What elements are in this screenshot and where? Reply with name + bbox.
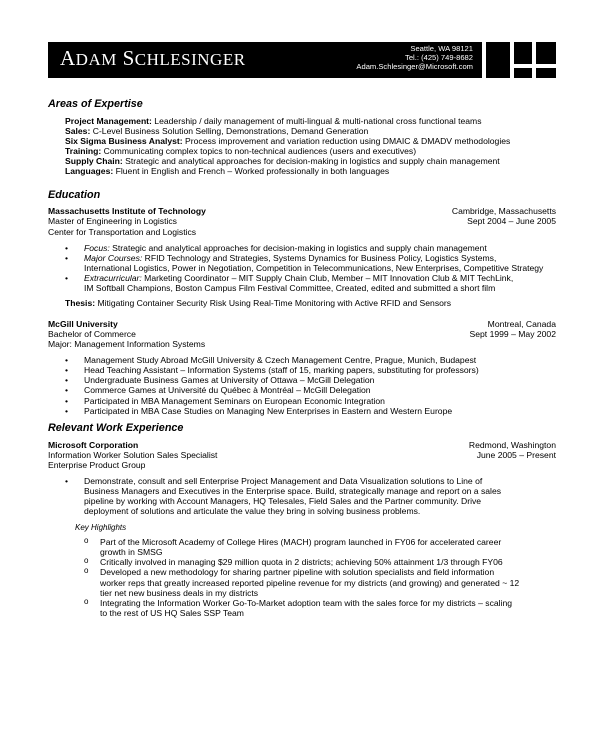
decorative-grid (486, 42, 556, 78)
expertise-text: C-Level Business Solution Selling, Demonstrations, Demand Generation (90, 125, 369, 136)
thesis-text: Mitigating Container Security Risk Using Real-Time Monitoring with Active RFID and Sensors (95, 298, 452, 309)
list-item (48, 273, 556, 293)
summary-line: • Demonstrate, consult and sell Enterprise Project Management and Data Visualization solutions to Line of (84, 476, 483, 486)
expertise-label: Sales: (65, 125, 91, 136)
grid-block (536, 42, 556, 64)
school-name: Massachusetts Institute of Technology (48, 206, 206, 217)
candidate-name (60, 46, 246, 71)
last-name-initial: S (122, 46, 135, 70)
expertise-label: Supply Chain: (65, 156, 123, 167)
school-name: McGill University (48, 318, 118, 329)
degree: Bachelor of Commerce (48, 328, 136, 339)
key-highlights-title: Key Highlights (75, 522, 127, 532)
thesis-label: Thesis: (65, 298, 96, 309)
company-name: Microsoft Corporation (48, 439, 139, 450)
degree: Master of Engineering in Logistics (48, 216, 177, 227)
school-location: Cambridge, Massachusetts (451, 206, 556, 217)
key-highlights-list (48, 537, 556, 618)
company-location: Redmond, Washington (468, 439, 556, 450)
first-name-rest: DAM (75, 50, 117, 69)
grid-block (514, 68, 532, 78)
section-title-education: Education (48, 188, 101, 201)
item-text: International Logistics, Power in Negotiation, Competition in Telecommunications, New Enterprises, Competitive Strategy (84, 263, 544, 274)
list-item (48, 557, 556, 567)
item-text: RFID Technology and Strategies, Systems Dynamics for Business Policy, Logistics Systems, (142, 252, 497, 263)
first-name-initial: A (60, 46, 76, 70)
list-item (48, 598, 556, 618)
last-name-rest: CHLESINGER (134, 50, 246, 69)
school-major: Major: Management Information Systems (48, 338, 206, 349)
job-title: Information Worker Solution Sales Specialist (48, 449, 218, 460)
work-microsoft (48, 440, 556, 619)
grid-block (536, 68, 556, 78)
list-item (48, 243, 556, 253)
resume-body (48, 98, 556, 618)
grid-block (486, 42, 510, 78)
school-location: Montreal, Canada (487, 318, 556, 329)
item-line: o Critically involved in managing $29 million quota in 2 districts; achieving 50% attainment 1/3 through FY06 (100, 557, 503, 568)
expertise-text: Process improvement and variation reduction using DMAIC & DMADV methodologies (182, 136, 511, 147)
list-item (48, 537, 556, 557)
grid-block (514, 42, 532, 64)
item-label: Major Courses: (84, 252, 143, 263)
contact-info (356, 44, 473, 71)
item-text: IM Softball Champions, Boston Campus Film Festival Committee, Created, edited and submitted a short film (84, 283, 496, 294)
degree-dates: Sept 1999 – May 2002 (469, 328, 556, 339)
mcgill-details (48, 355, 556, 416)
summary-line: deployment of solutions and articulate the value they bring in solving business problems. (84, 506, 421, 517)
list-item: • Commerce Games at Université du Québec à Montréal – McGill Delegation (48, 385, 556, 395)
list-item: • Head Teaching Assistant – Information Systems (staff of 15, marking papers, substituting for professors) (48, 365, 556, 375)
item-line: o Integrating the Information Worker Go-To-Market adoption team with the sales force for my districts – scaling (100, 597, 513, 608)
expertise-item (65, 136, 556, 146)
expertise-text: Fluent in English and French – Worked professionally in both languages (113, 166, 390, 177)
contact-phone: Tel.: (425) 749-8682 (405, 53, 473, 63)
contact-email[interactable]: Adam.Schlesinger@Microsoft.com (356, 62, 473, 72)
section-title-work: Relevant Work Experience (48, 421, 184, 434)
item-label: Extracurricular: (84, 273, 142, 284)
education-mcgill (48, 319, 556, 416)
expertise-label: Training: (65, 146, 102, 157)
item-label: Focus: (84, 242, 110, 253)
expertise-item (65, 116, 556, 126)
job-group: Enterprise Product Group (48, 459, 146, 470)
education-mit (48, 206, 556, 308)
thesis (65, 298, 556, 308)
section-title-expertise: Areas of Expertise (48, 98, 143, 110)
item-line: o Developed a new methodology for sharing partner pipeline with solution specialists and field information (100, 567, 495, 578)
item-text: Marketing Coordinator – MIT Supply Chain Club, Member – MIT Innovation Club & MIT TechLink, (141, 273, 514, 284)
expertise-text: Strategic and analytical approaches for decision-making in logistics and supply chain management (122, 156, 500, 167)
list-item: • Participated in MBA Case Studies on Managing New Enterprises in Eastern and Western Europe (48, 406, 556, 416)
expertise-text: Leadership / daily management of multi-lingual & multi-national cross functional teams (151, 115, 482, 126)
summary-line: pipeline by working with Account Managers, HQ Telesales, Field Sales and the Partner community. Drive (84, 496, 482, 507)
list-item (48, 253, 556, 273)
expertise-label: Six Sigma Business Analyst: (65, 136, 183, 147)
degree-dates: Sept 2004 – June 2005 (467, 216, 556, 227)
resume-header (48, 42, 482, 78)
job-summary (84, 476, 556, 517)
item-text: Strategic and analytical approaches for decision-making in logistics and supply chain management (109, 242, 487, 253)
item-line: tier net new business deals in my districts (100, 587, 259, 598)
list-item: • Management Study Abroad McGill University & Czech Management Centre, Prague, Munich, Budapest (48, 355, 556, 365)
expertise-text: Communicating complex topics to non-technical audiences (users and executives) (101, 146, 417, 157)
summary-line: Business Managers and Executives in the Enterprise space. Build, strategically manage and report on a sales (84, 486, 502, 497)
item-line: growth in SMSG (100, 547, 163, 558)
contact-city: Seattle, WA 98121 (410, 44, 473, 53)
item-line: worker reps that greatly increased reported pipeline revenue for my districts (and growing) and generated ~ 12 (100, 577, 520, 588)
list-item: • Participated in MBA Management Seminars on European Economic Integration (48, 396, 556, 406)
expertise-list (48, 116, 556, 177)
list-item (48, 567, 556, 597)
job-dates: June 2005 – Present (476, 449, 556, 460)
expertise-label: Languages: (65, 166, 114, 177)
school-center: Center for Transportation and Logistics (48, 226, 197, 237)
mit-details (48, 243, 556, 294)
list-item: • Undergraduate Business Games at University of Ottawa – McGill Delegation (48, 375, 556, 385)
item-line: o Part of the Microsoft Academy of College Hires (MACH) program launched in FY06 for accelerated career (100, 537, 502, 547)
expertise-item (65, 146, 556, 156)
expertise-label: Project Management: (65, 115, 152, 126)
item-line: to the rest of US HQ Sales SSP Team (100, 607, 244, 618)
expertise-item (65, 126, 556, 136)
expertise-item (65, 156, 556, 166)
expertise-item (65, 166, 556, 176)
